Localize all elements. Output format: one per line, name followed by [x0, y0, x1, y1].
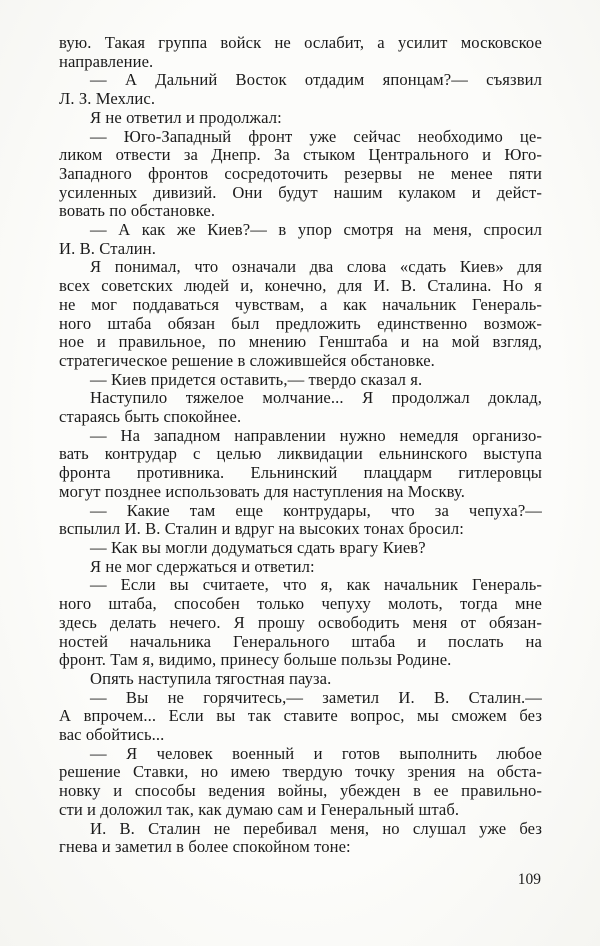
text-line: Опять наступила тягостная пауза. — [90, 668, 332, 688]
text-line: — Как вы могли додуматься сдать врагу Киев? — [90, 537, 426, 557]
text-line: решение Ставки, но имею твердую точку зрения на обста- — [59, 762, 542, 782]
text-line: вать контрудар с целью ликвидации ельнинского выступа — [59, 444, 542, 464]
text-line: Я не ответил и продолжал: — [90, 107, 282, 127]
text-line: Я не мог сдержаться и ответил: — [90, 556, 315, 576]
text-line: ного штаба обязан был предложить единственно возмож- — [59, 313, 542, 333]
text-line: Наступило тяжелое молчание... Я продолжал доклад, — [90, 388, 542, 408]
text-line: не мог поддаваться чувствам, а как начальник Генераль- — [59, 294, 542, 314]
text-line: — Я человек военный и готов выполнить любое — [90, 743, 542, 763]
text-line: сти и доложил так, как думаю сам и Генеральный штаб. — [59, 799, 460, 819]
text-line: вовать по обстановке. — [59, 201, 216, 221]
text-line: здесь делать нечего. Я прошу освободить меня от обязан- — [59, 612, 542, 632]
text-line: ликом отвести за Днепр. За стыком Центрального и Юго- — [59, 145, 542, 165]
text-line: ное и правильное, по мнению Генштаба и на мой взгляд, — [59, 332, 542, 352]
text-line: вас обойтись... — [59, 725, 165, 745]
text-line: усиленных дивизий. Они будут нашим кулаком и дейст- — [59, 182, 542, 202]
text-line: новку и способы ведения войны, убежден в ее правильно- — [59, 781, 542, 801]
page-number: 109 — [517, 871, 541, 888]
page-text — [59, 34, 542, 857]
text-line: — На западном направлении нужно немедля организо- — [90, 425, 542, 445]
text-line: вую. Такая группа войск не ослабит, а усилит московское — [59, 33, 542, 52]
text-line: направление. — [59, 51, 154, 71]
text-line: всех советских людей и, конечно, для И. В. Сталина. Но я — [59, 276, 542, 296]
text-line: И. В. Сталин. — [59, 238, 156, 258]
text-line: — А Дальний Восток отдадим японцам?— съязвил — [90, 70, 542, 90]
text-line: — Вы не горячитесь,— заметил И. В. Сталин.— — [90, 687, 542, 707]
text-line: — Какие там еще контрудары, что за чепуха?— — [90, 500, 542, 520]
text-line: фронта противника. Ельнинский плацдарм гитлеровцы — [59, 463, 542, 483]
text-line: Я понимал, что означали два слова «сдать Киев» для — [90, 257, 542, 277]
text-line: — Юго-Западный фронт уже сейчас необходимо це- — [90, 126, 542, 146]
text-line: — Киев придется оставить,— твердо сказал я. — [90, 369, 423, 389]
text-line: И. В. Сталин не перебивал меня, но слушал уже без — [90, 818, 542, 838]
text-line: могут позднее использовать для наступления на Москву. — [59, 481, 465, 501]
text-line: Л. З. Мехлис. — [59, 89, 156, 109]
text-line: — А как же Киев?— в упор смотря на меня, спросил — [90, 220, 542, 240]
text-line: ностей начальника Генерального штаба и послать на — [59, 631, 542, 651]
text-line: стратегическое решение в сложившейся обстановке. — [59, 350, 435, 370]
text-line: фронт. Там я, видимо, принесу больше пользы Родине. — [59, 650, 452, 670]
text-line: — Если вы считаете, что я, как начальник Генераль- — [90, 575, 542, 595]
text-line: гнева и заметил в более спокойном тоне: — [59, 837, 351, 857]
text-line: стараясь быть спокойнее. — [59, 407, 242, 427]
text-line: Западного фронтов сосредоточить резервы не менее пяти — [59, 163, 542, 183]
text-line: вспылил И. В. Сталин и вдруг на высоких тонах бросил: — [59, 519, 464, 539]
text-line: А впрочем... Если вы так ставите вопрос, мы сможем без — [59, 706, 542, 726]
text-line: ного штаба, способен только чепуху молоть, тогда мне — [59, 594, 542, 614]
